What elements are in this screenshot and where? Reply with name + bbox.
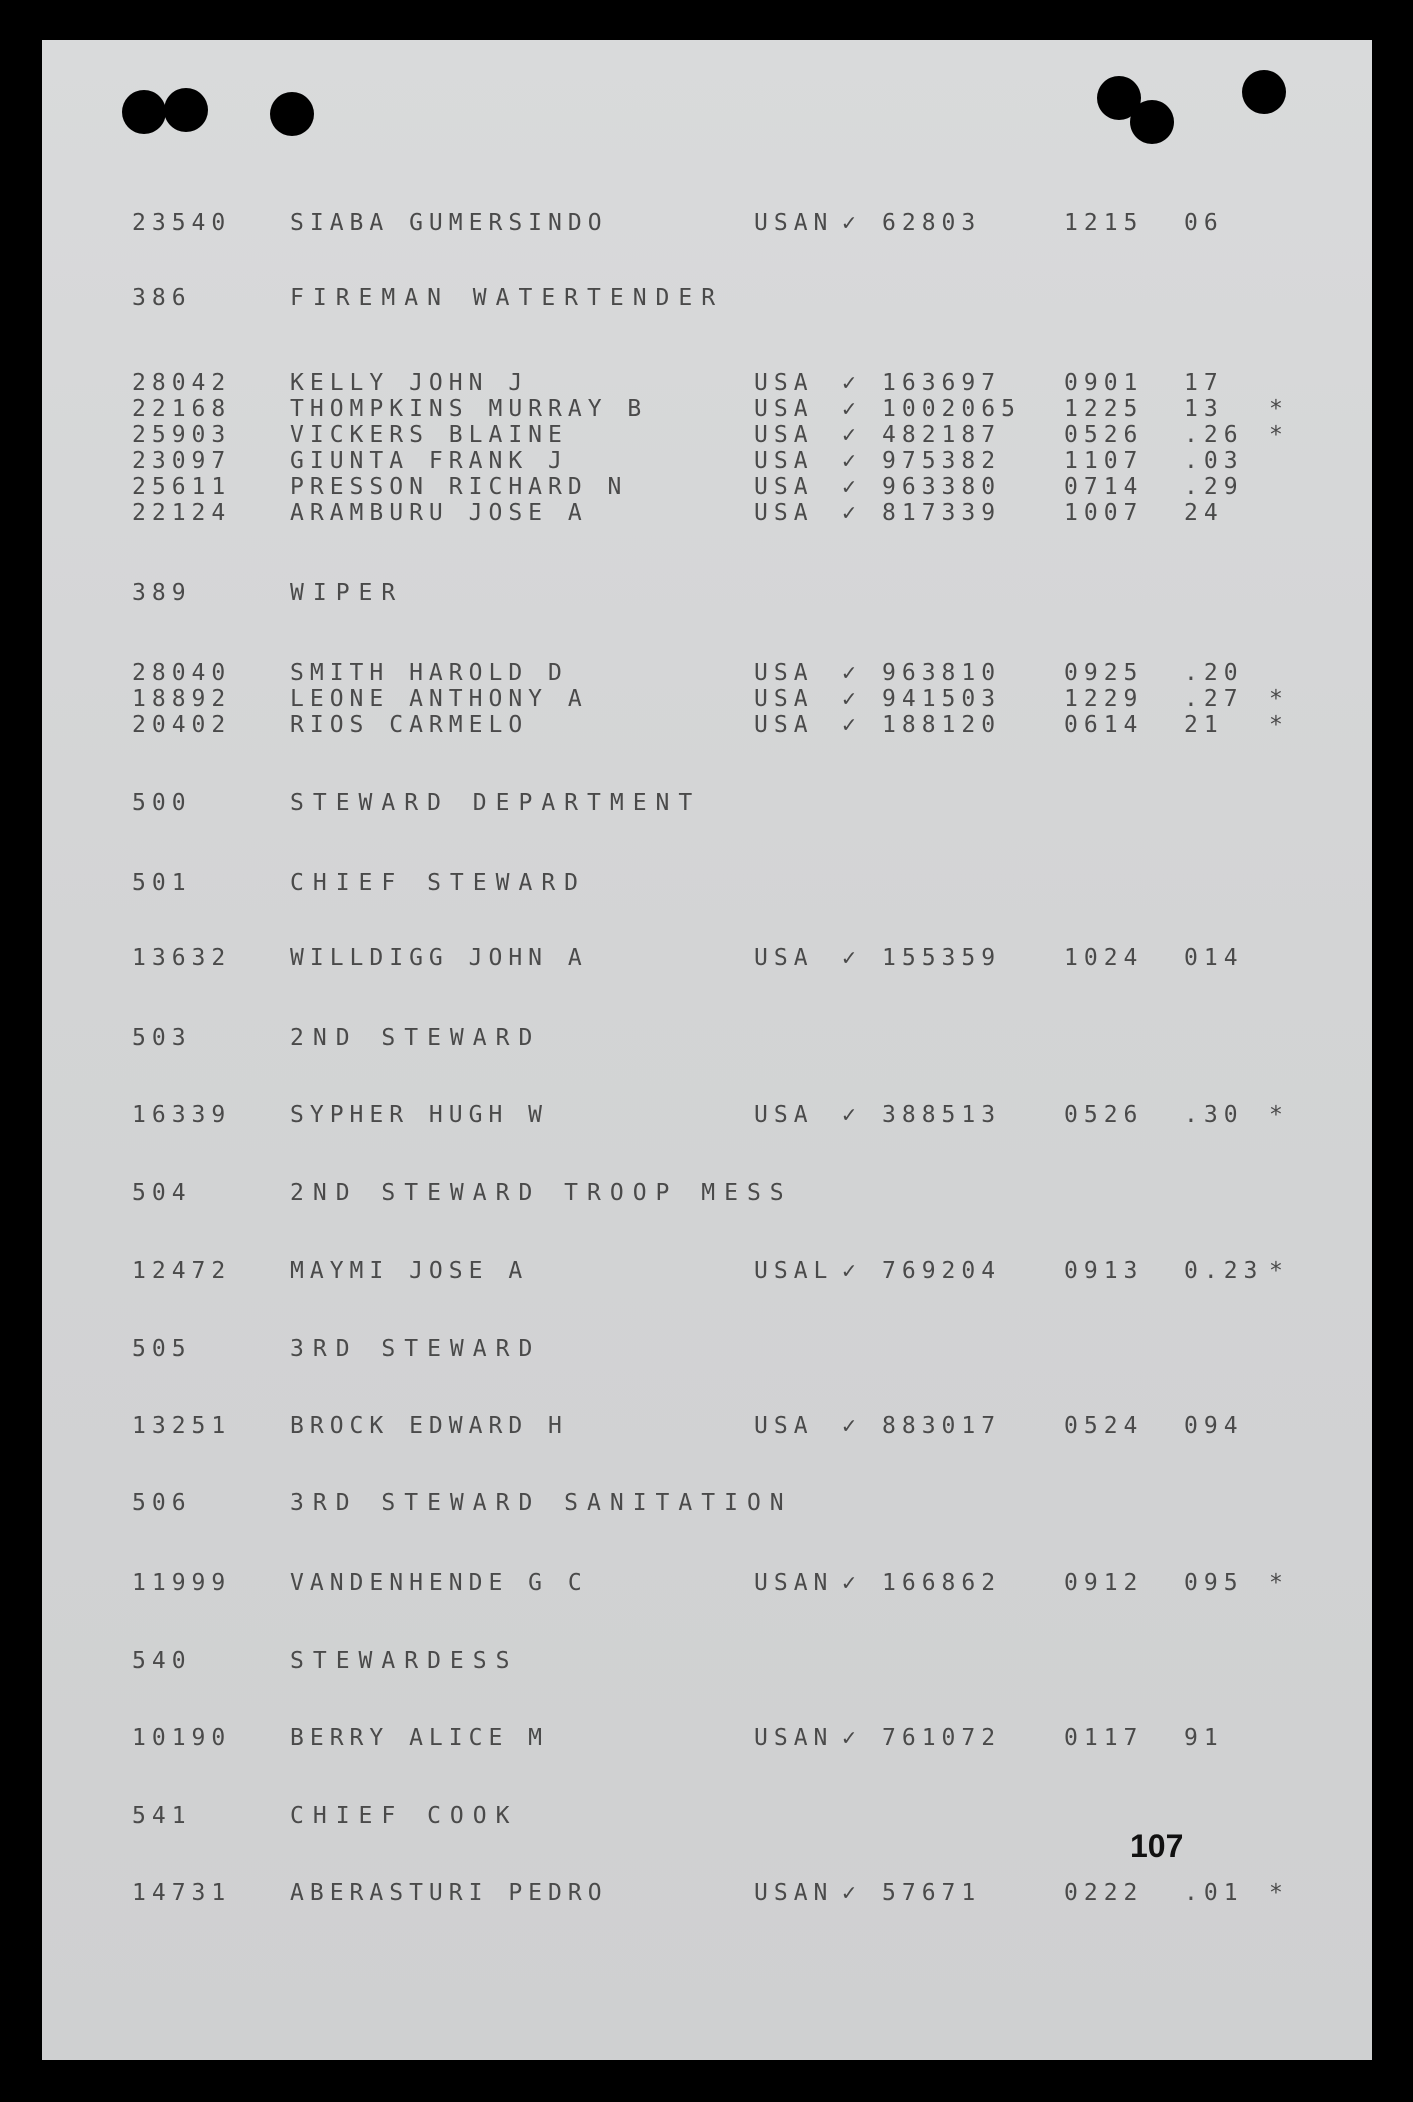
record-code: 540	[132, 1648, 192, 1674]
section-heading	[42, 1490, 1372, 1518]
record-date: 0524	[1064, 1413, 1144, 1439]
record-citizenship: USA	[754, 1102, 814, 1128]
record-date: 0222	[1064, 1880, 1144, 1906]
record-check: ✓	[842, 210, 856, 236]
record-code: 28040	[132, 660, 232, 686]
crew-record	[42, 660, 1372, 688]
record-check: ✓	[842, 1258, 856, 1284]
record-years: 17	[1184, 370, 1224, 396]
record-date: 0526	[1064, 1102, 1144, 1128]
record-years: .01	[1184, 1880, 1244, 1906]
record-code: 28042	[132, 370, 232, 396]
record-name: WILLDIGG JOHN A	[290, 945, 588, 971]
record-star: *	[1269, 1102, 1283, 1128]
record-code: 20402	[132, 712, 232, 738]
record-citizenship: USA	[754, 396, 814, 422]
record-number: 482187	[882, 422, 1002, 448]
record-name: VANDENHENDE G C	[290, 1570, 588, 1596]
record-code: 13632	[132, 945, 232, 971]
record-name: VICKERS BLAINE	[290, 422, 568, 448]
record-star: *	[1269, 1258, 1283, 1284]
record-code: 541	[132, 1803, 192, 1829]
record-name: FIREMAN WATERTENDER	[290, 285, 725, 311]
record-date: 0913	[1064, 1258, 1144, 1284]
record-date: 0714	[1064, 474, 1144, 500]
record-citizenship: USA	[754, 474, 814, 500]
crew-record	[42, 448, 1372, 476]
record-check: ✓	[842, 422, 856, 448]
record-years: .20	[1184, 660, 1244, 686]
record-check: ✓	[842, 500, 856, 526]
record-citizenship: USAN	[754, 1880, 834, 1906]
record-number: 769204	[882, 1258, 1002, 1284]
crew-record	[42, 1570, 1372, 1598]
crew-record	[42, 1258, 1372, 1286]
punch-hole	[1130, 100, 1174, 144]
record-name: SYPHER HUGH W	[290, 1102, 549, 1128]
record-name: PRESSON RICHARD N	[290, 474, 628, 500]
crew-record	[42, 1102, 1372, 1130]
record-code: 25903	[132, 422, 232, 448]
record-code: 500	[132, 790, 192, 816]
record-check: ✓	[842, 448, 856, 474]
record-code: 22168	[132, 396, 232, 422]
record-code: 386	[132, 285, 192, 311]
crew-record	[42, 500, 1372, 528]
record-code: 25611	[132, 474, 232, 500]
record-name: LEONE ANTHONY A	[290, 686, 588, 712]
record-citizenship: USAL	[754, 1258, 834, 1284]
record-date: 0526	[1064, 422, 1144, 448]
record-years: 094	[1184, 1413, 1244, 1439]
record-number: 388513	[882, 1102, 1002, 1128]
crew-record	[42, 945, 1372, 973]
record-date: 0614	[1064, 712, 1144, 738]
crew-record	[42, 370, 1372, 398]
record-name: CHIEF STEWARD	[290, 870, 588, 896]
record-years: 0.23	[1184, 1258, 1264, 1284]
record-citizenship: USAN	[754, 210, 834, 236]
record-name: 3RD STEWARD	[290, 1336, 542, 1362]
record-number: 963810	[882, 660, 1002, 686]
record-name: ARAMBURU JOSE A	[290, 500, 588, 526]
record-code: 12472	[132, 1258, 232, 1284]
record-citizenship: USA	[754, 686, 814, 712]
section-heading	[42, 790, 1372, 818]
record-number: 817339	[882, 500, 1002, 526]
record-years: 91	[1184, 1725, 1224, 1751]
record-code: 23540	[132, 210, 232, 236]
record-number: 57671	[882, 1880, 982, 1906]
record-code: 16339	[132, 1102, 232, 1128]
record-code: 10190	[132, 1725, 232, 1751]
record-citizenship: USAN	[754, 1725, 834, 1751]
section-heading	[42, 1180, 1372, 1208]
record-date: 1007	[1064, 500, 1144, 526]
record-years: .30	[1184, 1102, 1244, 1128]
record-number: 62803	[882, 210, 982, 236]
record-citizenship: USA	[754, 422, 814, 448]
record-check: ✓	[842, 396, 856, 422]
record-check: ✓	[842, 686, 856, 712]
record-code: 505	[132, 1336, 192, 1362]
record-check: ✓	[842, 945, 856, 971]
record-number: 1002065	[882, 396, 1021, 422]
record-code: 503	[132, 1025, 192, 1051]
record-date: 1215	[1064, 210, 1144, 236]
record-number: 963380	[882, 474, 1002, 500]
record-years: 06	[1184, 210, 1224, 236]
record-date: 0117	[1064, 1725, 1144, 1751]
record-years: .27	[1184, 686, 1244, 712]
punch-hole	[270, 92, 314, 136]
section-heading	[42, 1803, 1372, 1831]
record-code: 501	[132, 870, 192, 896]
record-citizenship: USA	[754, 660, 814, 686]
crew-record	[42, 686, 1372, 714]
record-name: 2ND STEWARD TROOP MESS	[290, 1180, 793, 1206]
record-check: ✓	[842, 474, 856, 500]
record-citizenship: USA	[754, 500, 814, 526]
record-number: 761072	[882, 1725, 1002, 1751]
record-name: STEWARD DEPARTMENT	[290, 790, 702, 816]
section-heading	[42, 580, 1372, 608]
section-heading	[42, 870, 1372, 898]
record-number: 975382	[882, 448, 1002, 474]
record-name: BERRY ALICE M	[290, 1725, 549, 1751]
record-years: .03	[1184, 448, 1244, 474]
record-check: ✓	[842, 370, 856, 396]
crew-record	[42, 1880, 1372, 1908]
section-heading	[42, 285, 1372, 313]
record-code: 11999	[132, 1570, 232, 1596]
record-name: ABERASTURI PEDRO	[290, 1880, 608, 1906]
record-citizenship: USA	[754, 370, 814, 396]
record-number: 883017	[882, 1413, 1002, 1439]
record-years: 24	[1184, 500, 1224, 526]
section-heading	[42, 1648, 1372, 1676]
record-code: 23097	[132, 448, 232, 474]
crew-record	[42, 1413, 1372, 1441]
record-check: ✓	[842, 1880, 856, 1906]
record-check: ✓	[842, 1102, 856, 1128]
record-years: 095	[1184, 1570, 1244, 1596]
record-name: MAYMI JOSE A	[290, 1258, 529, 1284]
record-citizenship: USA	[754, 945, 814, 971]
punch-hole	[122, 90, 166, 134]
record-years: .29	[1184, 474, 1244, 500]
document-page	[42, 40, 1372, 2060]
record-date: 0925	[1064, 660, 1144, 686]
record-check: ✓	[842, 1413, 856, 1439]
crew-record	[42, 474, 1372, 502]
record-check: ✓	[842, 1725, 856, 1751]
record-code: 22124	[132, 500, 232, 526]
record-number: 941503	[882, 686, 1002, 712]
record-code: 14731	[132, 1880, 232, 1906]
record-star: *	[1269, 686, 1283, 712]
punch-hole	[1242, 70, 1286, 114]
record-number: 188120	[882, 712, 1002, 738]
crew-record	[42, 396, 1372, 424]
record-citizenship: USA	[754, 1413, 814, 1439]
record-check: ✓	[842, 712, 856, 738]
crew-record	[42, 712, 1372, 740]
record-number: 166862	[882, 1570, 1002, 1596]
record-citizenship: USA	[754, 448, 814, 474]
record-name: STEWARDESS	[290, 1648, 519, 1674]
record-name: RIOS CARMELO	[290, 712, 529, 738]
record-name: 2ND STEWARD	[290, 1025, 542, 1051]
record-check: ✓	[842, 660, 856, 686]
record-star: *	[1269, 1570, 1283, 1596]
record-name: SIABA GUMERSINDO	[290, 210, 608, 236]
record-name: KELLY JOHN J	[290, 370, 529, 396]
section-heading	[42, 1025, 1372, 1053]
record-name: WIPER	[290, 580, 405, 606]
record-star: *	[1269, 396, 1283, 422]
record-years: 13	[1184, 396, 1224, 422]
record-code: 13251	[132, 1413, 232, 1439]
record-name: CHIEF COOK	[290, 1803, 519, 1829]
crew-record	[42, 1725, 1372, 1753]
crew-record	[42, 422, 1372, 450]
record-code: 18892	[132, 686, 232, 712]
record-code: 506	[132, 1490, 192, 1516]
record-check: ✓	[842, 1570, 856, 1596]
record-name: SMITH HAROLD D	[290, 660, 568, 686]
record-name: BROCK EDWARD H	[290, 1413, 568, 1439]
record-number: 155359	[882, 945, 1002, 971]
record-code: 504	[132, 1180, 192, 1206]
record-date: 0901	[1064, 370, 1144, 396]
record-citizenship: USAN	[754, 1570, 834, 1596]
record-code: 389	[132, 580, 192, 606]
record-date: 1024	[1064, 945, 1144, 971]
record-name: THOMPKINS MURRAY B	[290, 396, 648, 422]
record-years: .26	[1184, 422, 1244, 448]
record-citizenship: USA	[754, 712, 814, 738]
record-star: *	[1269, 1880, 1283, 1906]
record-date: 1107	[1064, 448, 1144, 474]
record-star: *	[1269, 712, 1283, 738]
record-date: 1229	[1064, 686, 1144, 712]
record-number: 163697	[882, 370, 1002, 396]
section-heading	[42, 1336, 1372, 1364]
punch-hole	[164, 88, 208, 132]
page-number: 107	[1130, 1828, 1184, 1864]
record-years: 21	[1184, 712, 1224, 738]
record-star: *	[1269, 422, 1283, 448]
record-date: 1225	[1064, 396, 1144, 422]
record-name: GIUNTA FRANK J	[290, 448, 568, 474]
record-date: 0912	[1064, 1570, 1144, 1596]
crew-record	[42, 210, 1372, 238]
record-years: 014	[1184, 945, 1244, 971]
record-name: 3RD STEWARD SANITATION	[290, 1490, 793, 1516]
